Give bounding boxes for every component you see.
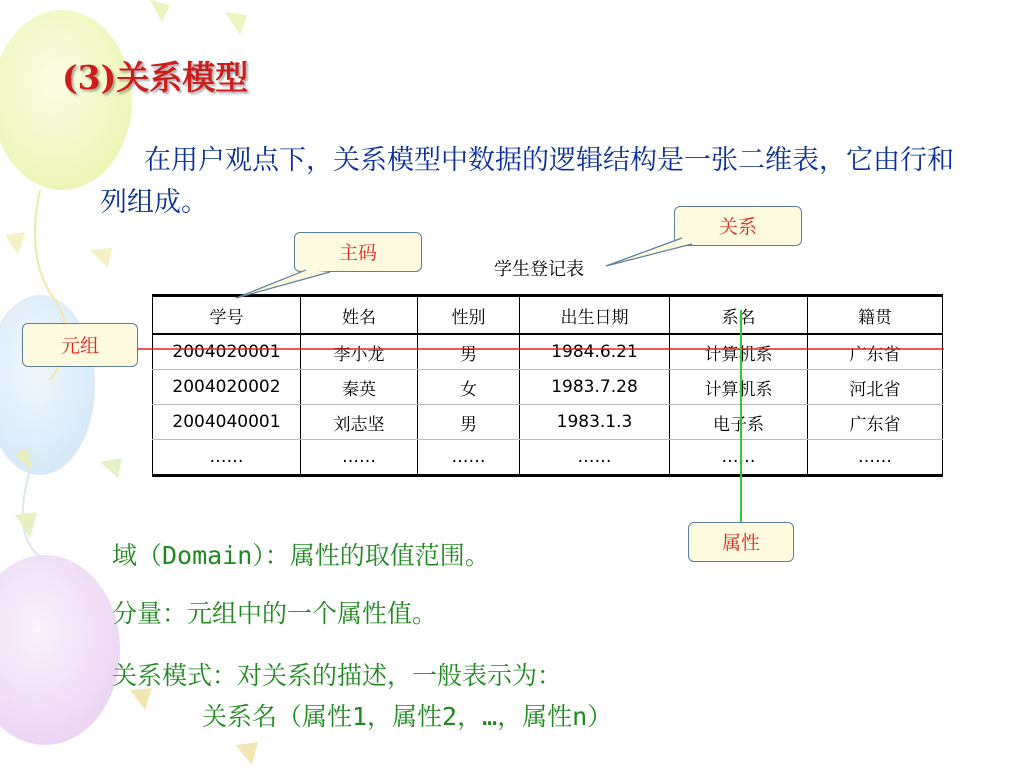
table-cell: 女 [418,370,520,405]
table-cell: 广东省 [808,334,943,370]
callout-tuple [22,323,138,367]
table-row [153,334,943,370]
table-cell: 1983.1.3 [520,405,670,440]
callout-primary-key-label: 主码 [338,242,377,264]
header-cell: 学号 [153,296,301,335]
table-cell: …… [301,440,418,476]
domain-definition: 域（Domain）：属性的取值范围。 [112,541,490,570]
table-row [153,370,943,405]
component-definition: 分量：元组中的一个属性值。 [112,599,438,628]
table-cell: 1984.6.21 [520,334,670,370]
table-cell: 男 [418,334,520,370]
callout-relation-label: 关系 [718,216,757,238]
table-cell: 2004040001 [153,405,301,440]
table-cell: …… [418,440,520,476]
student-table [152,294,943,477]
callout-primary-key [294,232,422,272]
table-cell: 秦英 [301,370,418,405]
table-cell: 广东省 [808,405,943,440]
header-cell: 性别 [418,296,520,335]
table-cell: 刘志坚 [301,405,418,440]
table-caption: 学生登记表 [494,259,584,280]
table-cell: …… [520,440,670,476]
table-cell: …… [808,440,943,476]
callout-attribute-label: 属性 [721,532,760,554]
table-cell: 男 [418,405,520,440]
table-cell: 李小龙 [301,334,418,370]
table-cell: 1983.7.28 [520,370,670,405]
table-cell: …… [670,440,808,476]
callout-tuple-label: 元组 [60,335,99,357]
header-cell: 籍贯 [808,296,943,335]
header-cell: 姓名 [301,296,418,335]
table-row [153,440,943,476]
table-cell: …… [153,440,301,476]
intro-paragraph: 在用户观点下，关系模型中数据的逻辑结构是一张二维表，它由行和列组成。 [100,145,954,218]
callout-attribute [688,522,794,562]
table-cell: 河北省 [808,370,943,405]
balloon-blue [0,295,95,475]
table-header-row [153,296,943,335]
header-cell: 出生日期 [520,296,670,335]
schema-definition: 关系模式：对关系的描述，一般表示为： [112,661,563,690]
table-cell: 计算机系 [670,370,808,405]
table-cell: 计算机系 [670,334,808,370]
table-cell: 2004020002 [153,370,301,405]
table-row [153,405,943,440]
header-cell: 系名 [670,296,808,335]
schema-form: 关系名（属性1，属性2，…，属性n） [202,702,613,731]
table-cell: 电子系 [670,405,808,440]
callout-relation [674,206,802,246]
table-cell: 2004020001 [153,334,301,370]
balloon-purple [0,555,120,745]
page-title: (3)关系模型 [62,58,249,97]
